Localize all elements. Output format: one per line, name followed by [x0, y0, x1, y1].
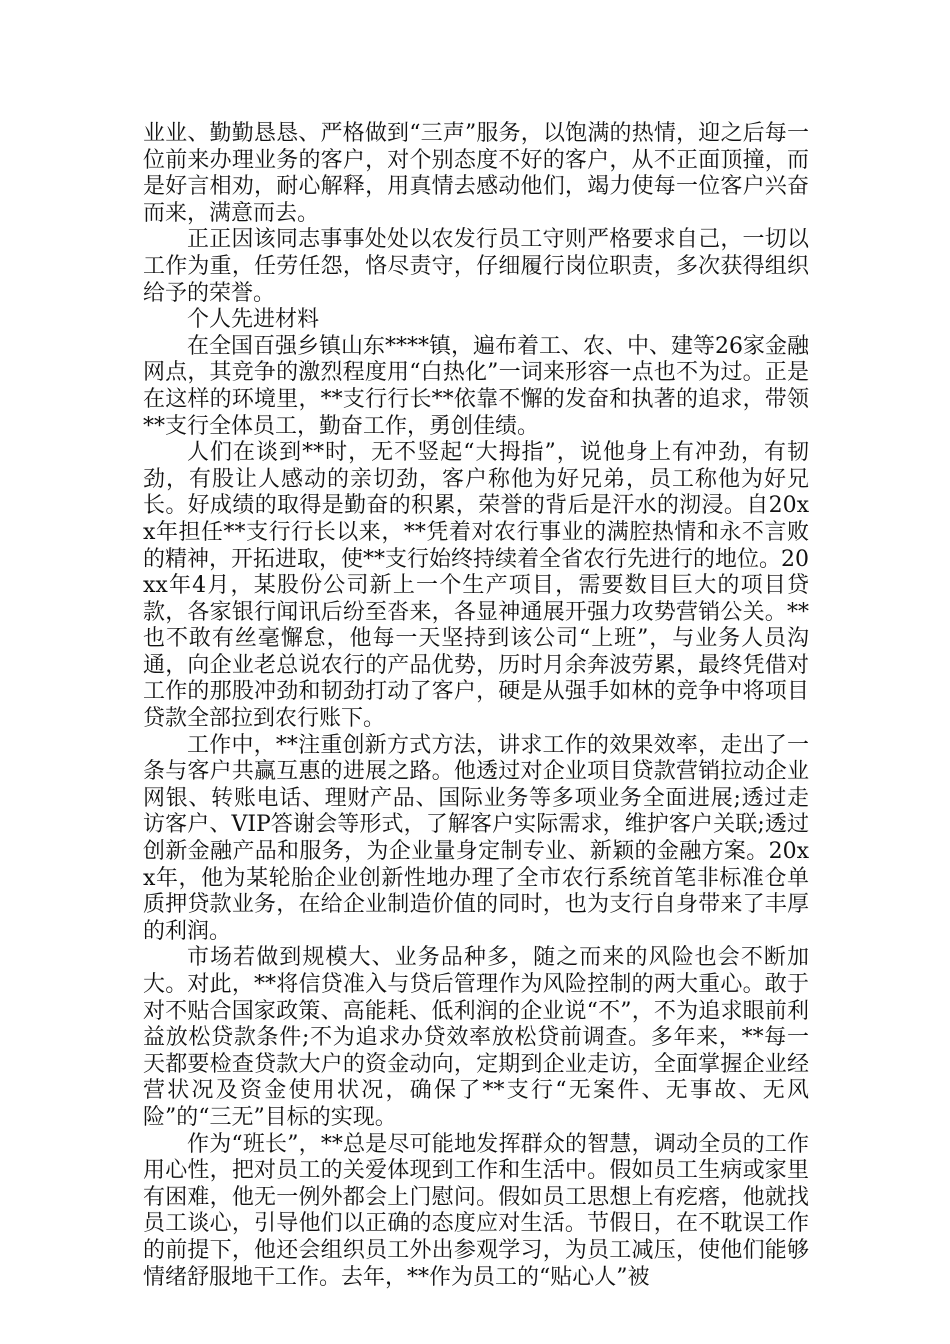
paragraph-2: 正正因该同志事事处处以农发行员工守则严格要求自己，一切以工作为重，任劳任怨，恪尽责守，仔细履行岗位职责，多次获得组织给予的荣誉。: [143, 227, 809, 306]
paragraph-5: 工作中，**注重创新方式方法，讲求工作的效果效率，走出了一条与客户共赢互惠的进展之路。他透过对企业项目贷款营销拉动企业网银、转账电话、理财产品、国际业务等多项业务全面进展;透过走访客户、VIP答谢会等形式，了解客户实际需求，维护客户关联;透过创新金融产品和服务，为企业量身定制专业、新颖的金融方案。20xx年，他为某轮胎企业创新性地办理了全市农行系统首笔非标准仓单质押贷款业务，在给企业制造价值的同时，也为支行自身带来了丰厚的利润。: [143, 732, 809, 944]
section-heading: 个人先进材料: [187, 307, 320, 333]
paragraph-6: 市场若做到规模大、业务品种多，随之而来的风险也会不断加大。对此，**将信贷准入与贷后管理作为风险控制的两大重心。敢于对不贴合国家政策、高能耗、低利润的企业说“不”，不为追求眼前利益放松贷款条件;不为追求办贷效率放松贷前调查。多年来，**每一天都要检查贷款大户的资金动向，定期到企业走访，全面掌握企业经营状况及资金使用状况，确保了**支行“无案件、无事故、无风险”的“三无”目标的实现。: [143, 945, 809, 1130]
paragraph-1: 业业、勤勤恳恳、严格做到“三声”服务，以饱满的热情，迎之后每一位前来办理业务的客户，对个别态度不好的客户，从不正面顶撞，而是好言相劝，耐心解释，用真情去感动他们，竭力使每一位客户兴奋而来，满意而去。: [143, 121, 809, 226]
document-body: [143, 121, 809, 1291]
paragraph-7: 作为“班长”，**总是尽可能地发挥群众的智慧，调动全员的工作用心性，把对员工的关爱体现到工作和生活中。假如员工生病或家里有困难，他无一例外都会上门慰问。假如员工思想上有疙瘩，他就找员工谈心，引导他们以正确的态度应对生活。节假日，在不耽误工作的前提下，他还会组织员工外出参观学习，为员工减压，使他们能够情绪舒服地干工作。去年，**作为员工的“贴心人”被: [143, 1131, 809, 1290]
paragraph-3: 在全国百强乡镇山东****镇，遍布着工、农、中、建等26家金融网点，其竞争的激烈程度用“白热化”一词来形容一点也不为过。正是在这样的环境里，**支行行长**依靠不懈的发奋和执著的追求，带领**支行全体员工，勤奋工作，勇创佳绩。: [143, 333, 809, 439]
paragraph-4: 人们在谈到**时，无不竖起“大拇指”，说他身上有冲劲，有韧劲，有股让人感动的亲切劲，客户称他为好兄弟，员工称他为好兄长。好成绩的取得是勤奋的积累，荣誉的背后是汗水的沏浸。自20xx年担任**支行行长以来，**凭着对农行事业的满腔热情和永不言败的精神，开拓进取，使**支行始终持续着全省农行先进行的地位。20xx年4月，某股份公司新上一个生产项目，需要数目巨大的项目贷款，各家银行闻讯后纷至沓来，各显神通展开强力攻势营销公关。**也不敢有丝毫懈怠，他每一天坚持到该公司“上班”，与业务人员沟通，向企业老总说农行的产品优势，历时月余奔波劳累，最终凭借对工作的那股冲劲和韧劲打动了客户，硬是从强手如林的竞争中将项目贷款全部拉到农行账下。: [143, 440, 809, 732]
